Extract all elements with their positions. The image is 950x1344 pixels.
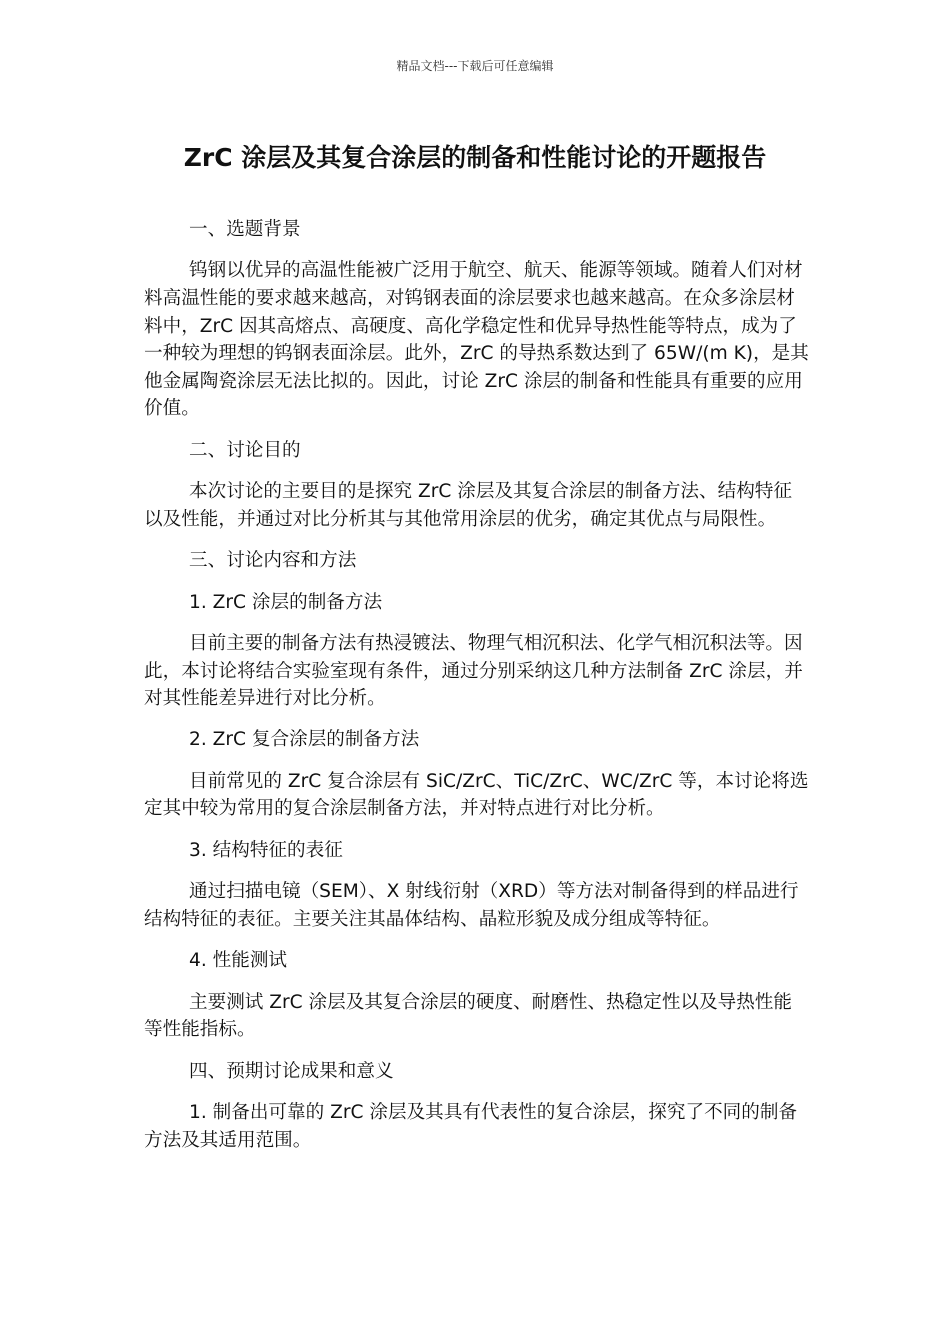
subheading-zrc-preparation: 1. ZrC 涂层的制备方法 — [189, 591, 383, 613]
paragraph-composite-preparation: 目前常见的 ZrC 复合涂层有 SiC/ZrC、TiC/ZrC、WC/ZrC 等，本讨论将选定其中较为常用的复合涂层制备方法，并对特点进行对比分析。 — [144, 770, 809, 820]
paragraph-expected-results: 1. 制备出可靠的 ZrC 涂层及其具有代表性的复合涂层，探究了不同的制备方法及其适用范围。 — [144, 1102, 798, 1151]
section-heading-content-methods: 三、讨论内容和方法 — [189, 550, 357, 572]
section-heading-expected-results: 四、预期讨论成果和意义 — [189, 1060, 394, 1082]
document-title: ZrC 涂层及其复合涂层的制备和性能讨论的开题报告 — [183, 143, 767, 172]
paragraph-performance-testing: 主要测试 ZrC 涂层及其复合涂层的硬度、耐磨性、热稳定性以及导热性能等性能指标。 — [144, 991, 792, 1041]
subheading-composite-preparation: 2. ZrC 复合涂层的制备方法 — [189, 729, 420, 751]
subheading-structure-characterization: 3. 结构特征的表征 — [189, 839, 343, 861]
section-heading-purpose: 二、讨论目的 — [189, 439, 301, 461]
paragraph-structure-characterization: 通过扫描电镜（SEM）、X 射线衍射（XRD）等方法对制备得到的样品进行结构特征的表征。主要关注其晶体结构、晶粒形貌及成分组成等特征。 — [144, 881, 799, 930]
paragraph-background: 钨钢以优异的高温性能被广泛用于航空、航天、能源等领域。随着人们对材料高温性能的要求越来越高，对钨钢表面的涂层要求也越来越高。在众多涂层材料中，ZrC 因其高熔点、高硬度、高化学稳定性和优异导热性能等特点，成为了一种较为理想的钨钢表面涂层。此外，ZrC 的导热系数达到了 65W/(m K)，是其他金属陶瓷涂层无法比拟的。因此，讨论 ZrC 涂层的制备和性能具有重要的应用价值。 — [144, 260, 809, 420]
document-body — [144, 216, 810, 1154]
paragraph-purpose: 本次讨论的主要目的是探究 ZrC 涂层及其复合涂层的制备方法、结构特征以及性能，并通过对比分析其与其他常用涂层的优劣，确定其优点与局限性。 — [144, 481, 792, 530]
header-note: 精品文档---下载后可任意编辑 — [396, 59, 554, 73]
section-heading-background: 一、选题背景 — [189, 219, 301, 240]
paragraph-zrc-preparation: 目前主要的制备方法有热浸镀法、物理气相沉积法、化学气相沉积法等。因此，本讨论将结合实验室现有条件，通过分别采纳这几种方法制备 ZrC 涂层，并对其性能差异进行对比分析。 — [144, 632, 803, 710]
subheading-performance-testing: 4. 性能测试 — [189, 950, 288, 972]
